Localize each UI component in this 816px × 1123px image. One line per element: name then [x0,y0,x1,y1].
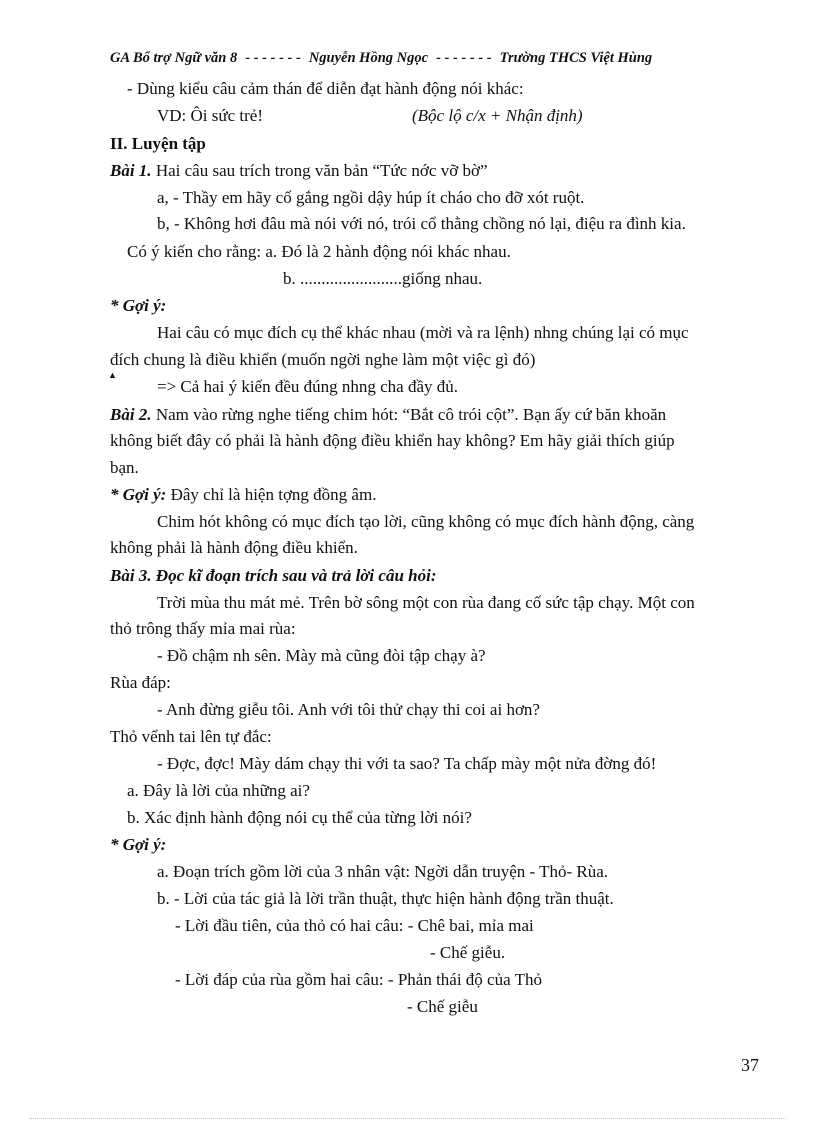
text-line: Có ý kiến cho rằng: a. Đó là 2 hành động nói khác nhau. [127,242,511,261]
text-line: - Chế giễu. [430,943,506,962]
marker-arrow-icon: ▲ [108,370,117,380]
example-note: (Bộc lộ c/x + Nhận định) [412,106,583,125]
dialogue-line: - Anh đừng giễu tôi. Anh với tôi thử chạy thi coi ai hơn? [157,700,540,719]
text-line: - Dùng kiểu câu cảm thán để diễn đạt hành động nói khác: [127,79,524,98]
exercise-text: Hai câu sau trích trong văn bản “Tức nớc vỡ bờ” [151,161,488,180]
text-line: Chim hót không có mục đích tạo lời, cũng không có mục đích hành động, càng [157,512,695,531]
header-course: GA Bổ trợ Ngữ văn 8 [110,50,238,66]
page-number: 37 [741,1055,759,1075]
text-line: b, - Không hơi đâu mà nói với nó, trói cổ thằng chồng nó lại, điệu ra đình kia. [157,214,686,233]
hint-label: * Gợi ý: [110,296,167,315]
exercise-text: Nam vào rừng nghe tiếng chim hót: “Bắt cô trói cột”. Bạn ấy cứ băn khoăn [151,405,667,424]
question-line: a. Đây là lời của những ai? [127,781,310,800]
exercise-3-heading: Bài 3. Đọc kĩ đoạn trích sau và trả lời câu hỏi: [110,566,437,585]
text-line: bạn. [110,458,139,477]
text-line: - Lời đầu tiên, của thỏ có hai câu: - Chê bai, mỉa mai [175,916,534,935]
text-line: a, - Thầy em hãy cố gắng ngồi dậy húp ít cháo cho đỡ xót ruột. [157,188,585,207]
hint-label: * Gợi ý: [110,485,167,504]
example-line: VD: Ôi sức trẻ! [157,106,263,125]
section-heading: II. Luyện tập [110,134,206,153]
page-header [110,50,770,72]
text-line: đích chung là điều khiển (muốn ngời nghe làm một việc gì đó) [110,350,536,369]
text-line: a. Đoạn trích gồm lời của 3 nhân vật: Ngời dẫn truyện - Thỏ- Rùa. [157,862,609,881]
dialogue-line: - Đồ chậm nh sên. Mày mà cũng đòi tập chạy à? [157,646,486,665]
text-line: - Lời đáp của rùa gồm hai câu: - Phản thái độ của Thỏ [175,970,542,989]
text-line: Trời mùa thu mát mẻ. Trên bờ sông một con rùa đang cố sức tập chạy. Một con [157,593,695,612]
header-author: Nguyễn Hồng Ngọc [308,50,429,66]
header-separator: - - - - - - - [436,50,492,66]
text-line: Rùa đáp: [110,673,171,692]
hint-line [110,484,376,506]
footer-divider [30,1118,786,1119]
exercise-1-heading [110,160,488,182]
exercise-label: Bài 1. [110,161,152,180]
header-separator: - - - - - - - [245,50,301,66]
text-line: b. - Lời của tác giả là lời trần thuật, thực hiện hành động trần thuật. [157,889,614,908]
exercise-2-heading [110,404,666,426]
text-line: => Cả hai ý kiến đều đúng nhng cha đầy đủ. [157,377,459,396]
text-line: Hai câu có mục đích cụ thể khác nhau (mời và ra lệnh) nhng chúng lại có mục [157,323,689,342]
text-line: Thỏ vểnh tai lên tự đắc: [110,727,272,746]
exercise-label: Bài 2. [110,405,152,424]
question-line: b. Xác định hành động nói cụ thể của từng lời nói? [127,808,472,827]
hint-label: * Gợi ý: [110,835,167,854]
text-line: - Chế giễu [407,997,478,1016]
hint-text: Đây chỉ là hiện tợng đồng âm. [166,485,377,504]
text-line: thỏ trông thấy mỉa mai rùa: [110,619,296,638]
dialogue-line: - Đợc, đợc! Mày dám chạy thi với ta sao? Ta chấp mày một nửa đờng đó! [157,754,657,773]
text-line: không biết đây có phải là hành động điều khiển hay không? Em hãy giải thích giúp [110,431,675,450]
text-line: b. ........................giống nhau. [283,269,483,288]
text-line: không phải là hành động điều khiển. [110,538,358,557]
header-school: Trường THCS Việt Hùng [499,50,653,66]
